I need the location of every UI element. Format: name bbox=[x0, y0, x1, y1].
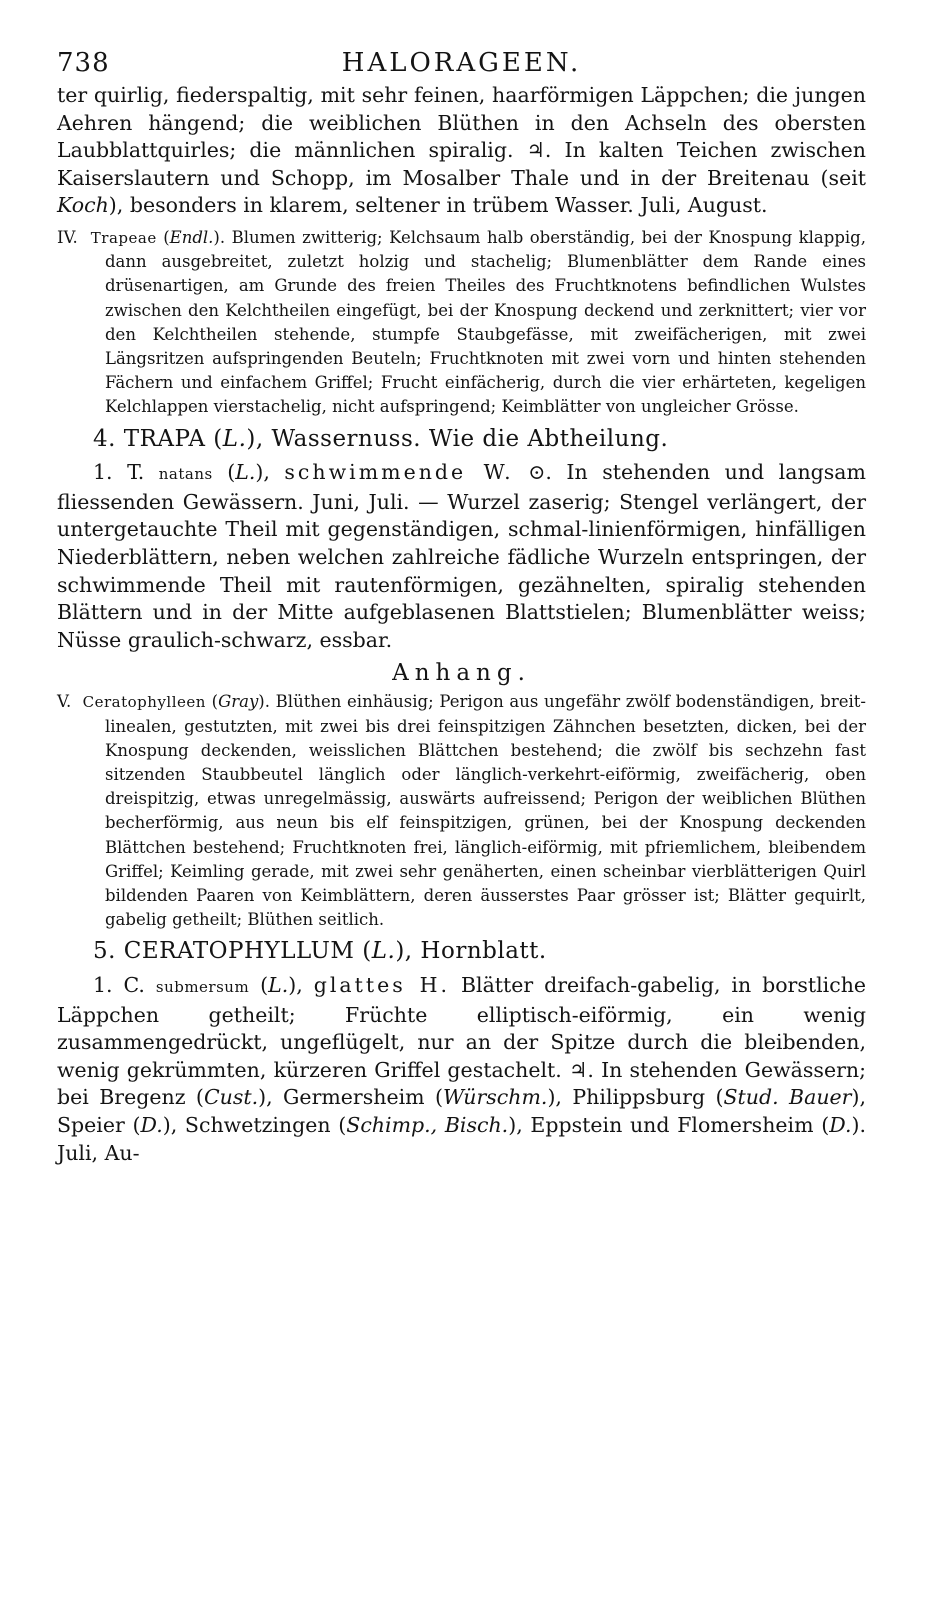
genus-description: Wie die Abtheilung. bbox=[421, 425, 669, 452]
appendix-heading: Anhang. bbox=[392, 660, 531, 687]
locality-text: ), Eppstein und Flomersheim ( bbox=[508, 1112, 830, 1137]
genus-label: 5. CERATOPHYLLUM ( bbox=[93, 938, 372, 965]
continuation-rest: ), besonders in klarem, seltener in trübem Wasser. Juli, August. bbox=[108, 193, 768, 218]
genus-common-name: ), Wassernuss. bbox=[246, 425, 422, 452]
author-citation: L. bbox=[268, 972, 289, 997]
family-name: Ceratophylleen bbox=[82, 693, 206, 712]
genus-common-name: ), Hornblatt. bbox=[395, 938, 547, 965]
species-epithet: submersum bbox=[155, 977, 250, 996]
collector-citation: Cust. bbox=[203, 1085, 259, 1110]
family-ceratophylleen: V. Ceratophylleen (Gray). Blüthen einhäusig; Perigon aus ungefähr zwölf bodenständigen, breit-linealen, gestutzten, mit zwei bis drei feinspitzigen Zähnchen besetzten, dicken, bei der Knospung deckenden, weisslichen Blättchen bestehend; die zwölf bis sechzehn fast sitzenden Staubbeutel länglich oder länglich-verkehrt-eiförmig, zweifächerig, oben dreispitzig, etwas unregelmässig, auswärts aufreissend; Perigon der weiblichen Blüthen becherförmig, aus neun bis elf feinspitzigen, grünen, bei der Knospung deckenden Blättchen bestehend; Fruchtknoten frei, länglich-eiförmig, mit pfriemlichem, bleibendem Griffel; Keimling gerade, mit zwei sehr genäherten, einen scheinbar vierblätterigen Quirl bildenden Paaren von Keimblättern, deren äusserstes Paar grösser ist; Blätter gequirlt, gabelig getheilt; Blüthen seitlich. bbox=[57, 692, 867, 930]
author-citation: Koch bbox=[57, 193, 109, 218]
species-number: 1. T. bbox=[93, 460, 145, 485]
species-ceratophyllum-submersum: 1. C. submersum (L.), glattes H. Blätter dreifach-gabelig, in borstliche Läppchen getheilt; Früchte elliptisch-eiförmig, ein wenig zusammengedrückt, ungeflügelt, nur an der Spitze durch die bleibenden, wenig gekrümmten, kürzeren Griffel gestachelt. ♃. In stehenden Gewässern; bei Bregenz (Cust.), Germersheim (Würschm.), Philippsburg (Stud. Bauer), Speier (D.), Schwetzingen (Schimp., Bisch.), Eppstein und Flomersheim (D.). Juli, Au- bbox=[57, 972, 867, 1165]
species-common-name: schwimmende W. bbox=[284, 460, 514, 485]
locality-text: ), Schwetzingen ( bbox=[162, 1112, 347, 1137]
author-citation: Endl. bbox=[169, 227, 214, 247]
collector-citation: Würschm. bbox=[443, 1085, 548, 1110]
species-description: Blätter dreifach-gabelig, in borstliche Läppchen getheilt; Früchte elliptisch-eiförmig, ein wenig zusammengedrückt, ungeflügelt, nur an der Spitze durch die bleibenden, wenig gekrümmten, kürzeren Griffel gestachelt. ♃. In stehenden Gewässern; bei Bregenz ( bbox=[57, 972, 867, 1110]
species-trapa-natans: 1. T. natans (L.), schwimmende W. ⊙. In stehenden und langsam fliessenden Gewässern. Juni, Juli. — Wurzel zaserig; Stengel verlängert, der untergetauchte Theil mit gegenständigen, schmal-linienförmigen, hinfälligen Niederblättern, neben welchen zahlreiche fädliche Wurzeln entspringen, der schwimmende Theil mit rautenförmigen, gezähnelten, spiralig stehenden Blättern und in der Mitte aufgeblasenen Blattstielen; Blumenblätter weiss; Nüsse graulich-schwarz, essbar. bbox=[57, 460, 866, 652]
continuation-paragraph bbox=[57, 82, 866, 220]
genus-label: 4. TRAPA ( bbox=[93, 425, 223, 452]
family-trapeae: IV. Trapeae (Endl.). Blumen zwitterig; Kelchsaum halb oberständig, bei der Knospung klappig, dann ausgebreitet, zuletzt holzig und stachelig; Blumenblätter dem Rande eines drüsenartigen, am Grunde des freien Theiles des Fruchtknotens befindlichen Wulstes zwischen den Kelchtheilen eingefügt, bei der Knospung deckend und zerknittert; vier vor den Kelchtheilen stehende, stumpfe Staubgefässe, mit zweifächerigen, mit zwei Längsritzen aufspringenden Beuteln; Fruchtknoten mit zwei vorn und hinten stehenden Fächern und einfachem Griffel; Frucht einfächerig, durch die vier erhärteten, kegeligen Kelchlappen vierstachelig, nicht aufspringend; Keimblätter von ungleicher Grösse. bbox=[57, 227, 866, 417]
section-number: IV. bbox=[57, 227, 78, 247]
collector-citation: D. bbox=[140, 1112, 163, 1137]
page-number: 738 bbox=[57, 48, 110, 78]
collector-citation: Stud. Bauer bbox=[723, 1085, 852, 1110]
section-number: V. bbox=[57, 692, 72, 712]
author-citation: L. bbox=[222, 425, 247, 452]
family-name: Trapeae bbox=[90, 228, 157, 247]
genus-ceratophyllum bbox=[57, 938, 866, 966]
family-description: Blüthen einhäusig; Perigon aus ungefähr zwölf bodenständigen, breit-linealen, gestutzten, mit zwei bis drei feinspitzigen Zähnchen besetzten, dicken, bei der Knospung deckenden, weisslichen Blättchen bestehend; die zwölf bis sechzehn fast sitzenden Staubbeutel länglich oder länglich-verkehrt-eiförmig, zweifächerig, oben dreispitzig, etwas unregelmässig, auswärts aufreissend; Perigon der weiblichen Blüthen becherförmig, aus neun bis elf feinspitzigen, grünen, bei der Knospung deckenden Blättchen bestehend; Fruchtknoten frei, länglich-eiförmig, mit pfriemlichem, bleibendem Griffel; Keimling gerade, mit zwei sehr genäherten, einen scheinbar vierblätterigen Quirl bildenden Paaren von Keimblättern, deren äusserstes Paar grösser ist; Blätter gequirlt, gabelig getheilt; Blüthen seitlich. bbox=[105, 692, 867, 930]
collector-citation: D. bbox=[829, 1112, 852, 1137]
locality-text: ). Juli, Au- bbox=[57, 1112, 866, 1165]
continuation-text: ter quirlig, fiederspaltig, mit sehr feinen, haarförmigen Läppchen; die jungen Aehren hängend; die weiblichen Blüthen in den Achseln des obersten Laubblattquirles; die männlichen spiralig. ♃. In kalten Teichen zwischen Kaiserslautern und Schopp, im Mosalber Thale und in der Breitenau (seit bbox=[57, 83, 866, 190]
author-citation: L. bbox=[235, 460, 256, 485]
species-common-name: glattes H. bbox=[313, 972, 451, 997]
family-description: Blumen zwitterig; Kelchsaum halb oberständig, bei der Knospung klappig, dann ausgebreitet, zuletzt holzig und stachelig; Blumenblätter dem Rande eines drüsenartigen, am Grunde des freien Theiles des Fruchtknotens befindlichen Wulstes zwischen den Kelchtheilen eingefügt, bei der Knospung deckend und zerknittert; vier vor den Kelchtheilen stehende, stumpfe Staubgefässe, mit zweifächerigen, mit zwei Längsritzen aufspringenden Beuteln; Fruchtknoten mit zwei vorn und hinten stehenden Fächern und einfachem Griffel; Frucht einfächerig, durch die vier erhärteten, kegeligen Kelchlappen vierstachelig, nicht aufspringend; Keimblätter von ungleicher Grösse. bbox=[105, 227, 866, 417]
author-citation: Gray bbox=[218, 692, 259, 712]
species-epithet: natans bbox=[158, 465, 213, 484]
locality-text: ), Speier ( bbox=[57, 1085, 866, 1137]
species-number: 1. C. bbox=[93, 972, 145, 997]
author-citation: L. bbox=[371, 938, 396, 965]
running-title: HALORAGEEN. bbox=[341, 48, 582, 78]
locality-text: ), Philippsburg ( bbox=[547, 1085, 724, 1110]
genus-trapa bbox=[57, 426, 866, 454]
annual-symbol: ⊙ bbox=[528, 460, 546, 485]
collector-citation: Schimp., Bisch. bbox=[346, 1112, 509, 1137]
page-header bbox=[57, 48, 866, 82]
species-description: . In stehenden und langsam fliessenden Gewässern. Juni, Juli. — Wurzel zaserig; Stengel verlängert, der untergetauchte Theil mit gegenständigen, schmal-linienförmigen, hinfälligen Niederblättern, neben welchen zahlreiche fädliche Wurzeln entspringen, der schwimmende Theil mit rautenförmigen, gezähnelten, spiralig stehenden Blättern und in der Mitte aufgeblasenen Blattstielen; Blumenblätter weiss; Nüsse graulich-schwarz, essbar. bbox=[57, 460, 866, 652]
locality-text: ), Germersheim ( bbox=[258, 1085, 444, 1110]
